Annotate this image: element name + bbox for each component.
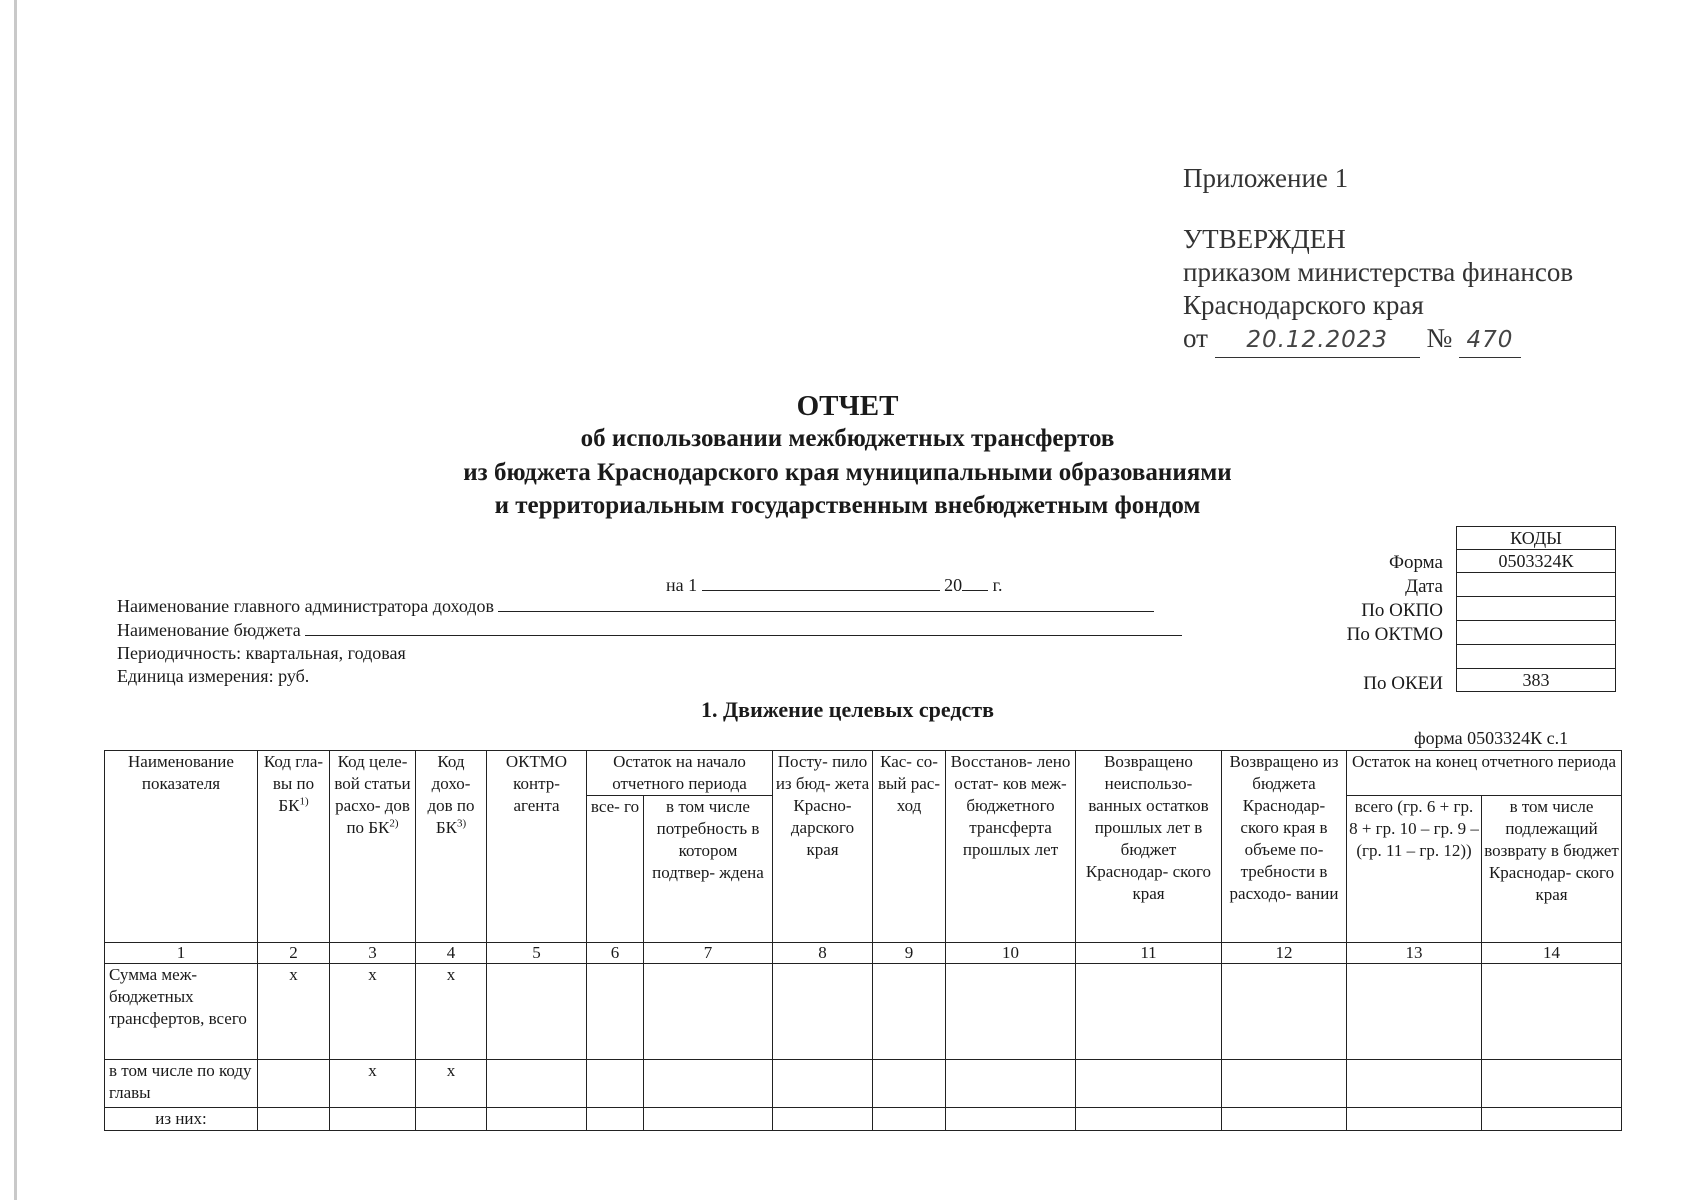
col-num-6: 6 (587, 943, 644, 964)
row-cell (873, 1108, 946, 1131)
header-restored: Восстанов- лено остат- ков меж- бюджетного трансферта прошлых лет (946, 751, 1076, 943)
unit-label: Единица измерения: руб. (117, 666, 310, 686)
row-cell (258, 1060, 330, 1108)
header-cash-expense: Кас- со- вый рас- ход (873, 751, 946, 943)
header-balance-start-total: все- го (587, 796, 644, 943)
col-num-10: 10 (946, 943, 1076, 964)
admin-field (117, 595, 1154, 617)
codes-okpo-value (1457, 597, 1616, 621)
row-cell (773, 1108, 873, 1131)
row-cell (487, 1060, 587, 1108)
col-num-9: 9 (873, 943, 946, 964)
table-row (105, 1108, 1622, 1131)
appendix-label: Приложение 1 (1183, 163, 1349, 193)
table-row (105, 1060, 1622, 1108)
approval-block (1183, 162, 1573, 358)
order-date-line (1183, 322, 1573, 358)
row-cell (773, 964, 873, 1060)
row-cell: х (330, 1060, 416, 1108)
budget-field (117, 619, 1182, 641)
order-line-2: Краснодарского края (1183, 290, 1424, 320)
row-cell: х (330, 964, 416, 1060)
col-num-8: 8 (773, 943, 873, 964)
codes-label-okei: По ОКЕИ (1363, 673, 1443, 694)
header-oktmo-counterparty: ОКТМО контр- агента (487, 751, 587, 943)
row-cell (1222, 964, 1347, 1060)
codes-label-oktmo: По ОКТМО (1346, 624, 1443, 645)
period-year: 20 (944, 575, 963, 595)
form-page-label: форма 0503324К с.1 (1414, 728, 1569, 748)
admin-label: Наименование главного администратора доходов (117, 596, 494, 616)
col-num-14: 14 (1482, 943, 1622, 964)
row-label: из них: (105, 1108, 258, 1131)
row-cell (773, 1060, 873, 1108)
row-cell: х (258, 964, 330, 1060)
row-cell (587, 964, 644, 1060)
header-indicator-name: Наименование показателя (105, 751, 258, 943)
row-cell (1482, 1108, 1622, 1131)
codes-oktmo-value (1457, 621, 1616, 645)
report-subtitle-1: об использовании межбюджетных трансфертов (580, 425, 1115, 452)
row-cell (487, 1108, 587, 1131)
row-cell (1347, 1060, 1482, 1108)
row-cell (1222, 1108, 1347, 1131)
number-label: № (1426, 323, 1453, 353)
order-line-1: приказом министерства финансов (1183, 257, 1574, 287)
report-subtitle-3: и территориальным государственным внебюджетным фондом (494, 492, 1201, 519)
report-title: ОТЧЕТ (796, 390, 899, 422)
codes-label-form: Форма (1388, 552, 1443, 573)
header-balance-end: Остаток на конец отчетного периода (1347, 751, 1622, 796)
from-label: от (1183, 323, 1208, 353)
budget-label: Наименование бюджета (117, 620, 301, 640)
row-cell (946, 1060, 1076, 1108)
row-cell (330, 1108, 416, 1131)
col-num-7: 7 (644, 943, 773, 964)
codes-label-date: Дата (1405, 576, 1443, 597)
col-num-3: 3 (330, 943, 416, 964)
col-num-4: 4 (416, 943, 487, 964)
row-cell (1222, 1060, 1347, 1108)
row-cell (258, 1108, 330, 1131)
col-num-2: 2 (258, 943, 330, 964)
header-balance-start-confirmed: в том числе потребность в котором подтвер- ждена (644, 796, 773, 943)
header-received: Посту- пило из бюд- жета Красно- дарского края (773, 751, 873, 943)
row-cell (587, 1108, 644, 1131)
header-returned-unused: Возвращено неиспользо- ванных остатков прошлых лет в бюджет Краснодар- ского края (1076, 751, 1222, 943)
header-balance-end-total: всего (гр. 6 + гр. 8 + гр. 10 – гр. 9 – (гр. 11 – гр. 12)) (1347, 796, 1482, 943)
row-cell (487, 964, 587, 1060)
codes-date-value (1457, 573, 1616, 597)
row-label: в том числе по коду главы (105, 1060, 258, 1108)
col-num-11: 11 (1076, 943, 1222, 964)
row-cell (1347, 964, 1482, 1060)
scan-edge (14, 0, 17, 1200)
row-label: Сумма меж- бюджетных трансфертов, всего (105, 964, 258, 1060)
row-cell: х (416, 964, 487, 1060)
row-cell (416, 1108, 487, 1131)
row-cell (1482, 964, 1622, 1060)
row-cell (644, 1060, 773, 1108)
row-cell (644, 1108, 773, 1131)
row-cell: х (416, 1060, 487, 1108)
row-cell (873, 1060, 946, 1108)
row-cell (873, 964, 946, 1060)
row-cell (1076, 964, 1222, 1060)
target-funds-table (104, 750, 1622, 1131)
table-row (105, 964, 1622, 1060)
col-num-5: 5 (487, 943, 587, 964)
period-line (666, 574, 1002, 596)
row-cell (1347, 1108, 1482, 1131)
codes-box (1456, 526, 1616, 692)
period-suffix: г. (992, 575, 1003, 595)
col-num-13: 13 (1347, 943, 1482, 964)
section-title: 1. Движение целевых средств (701, 697, 994, 722)
row-cell (1076, 1108, 1222, 1131)
header-balance-start: Остаток на начало отчетного периода (587, 751, 773, 796)
row-cell (644, 964, 773, 1060)
col-num-12: 12 (1222, 943, 1347, 964)
row-cell (946, 1108, 1076, 1131)
codes-form-value: 0503324К (1457, 550, 1616, 573)
row-cell (1482, 1060, 1622, 1108)
order-number: 470 (1459, 324, 1521, 358)
row-cell (587, 1060, 644, 1108)
codes-label-okpo: По ОКПО (1361, 600, 1443, 621)
codes-okei-value: 383 (1457, 669, 1616, 692)
row-cell (946, 964, 1076, 1060)
approved-label: УТВЕРЖДЕН (1183, 224, 1346, 254)
report-subtitle-2: из бюджета Краснодарского края муниципальными образованиями (463, 459, 1232, 486)
codes-header: КОДЫ (1457, 527, 1616, 550)
header-income-code: Код дохо- дов по БК$^{3)}$ (416, 751, 487, 943)
periodicity-label: Периодичность: квартальная, годовая (117, 643, 406, 663)
row-cell (1076, 1060, 1222, 1108)
period-prefix: на 1 (666, 575, 698, 595)
codes-extra-value (1457, 645, 1616, 669)
header-glava-code: Код гла- вы по БК$^{1)}$ (258, 751, 330, 943)
header-target-article-code: Код целе- вой статьи расхо- дов по БК$^{2)}$ (330, 751, 416, 943)
header-returned-from-budget: Возвращено из бюджета Краснодар- ского края в объеме по- требности в расходо- вании (1222, 751, 1347, 943)
col-num-1: 1 (105, 943, 258, 964)
order-date: 20.12.2023 (1215, 324, 1420, 358)
header-balance-end-return: в том числе подлежащий возврату в бюджет Краснодар- ского края (1482, 796, 1622, 943)
